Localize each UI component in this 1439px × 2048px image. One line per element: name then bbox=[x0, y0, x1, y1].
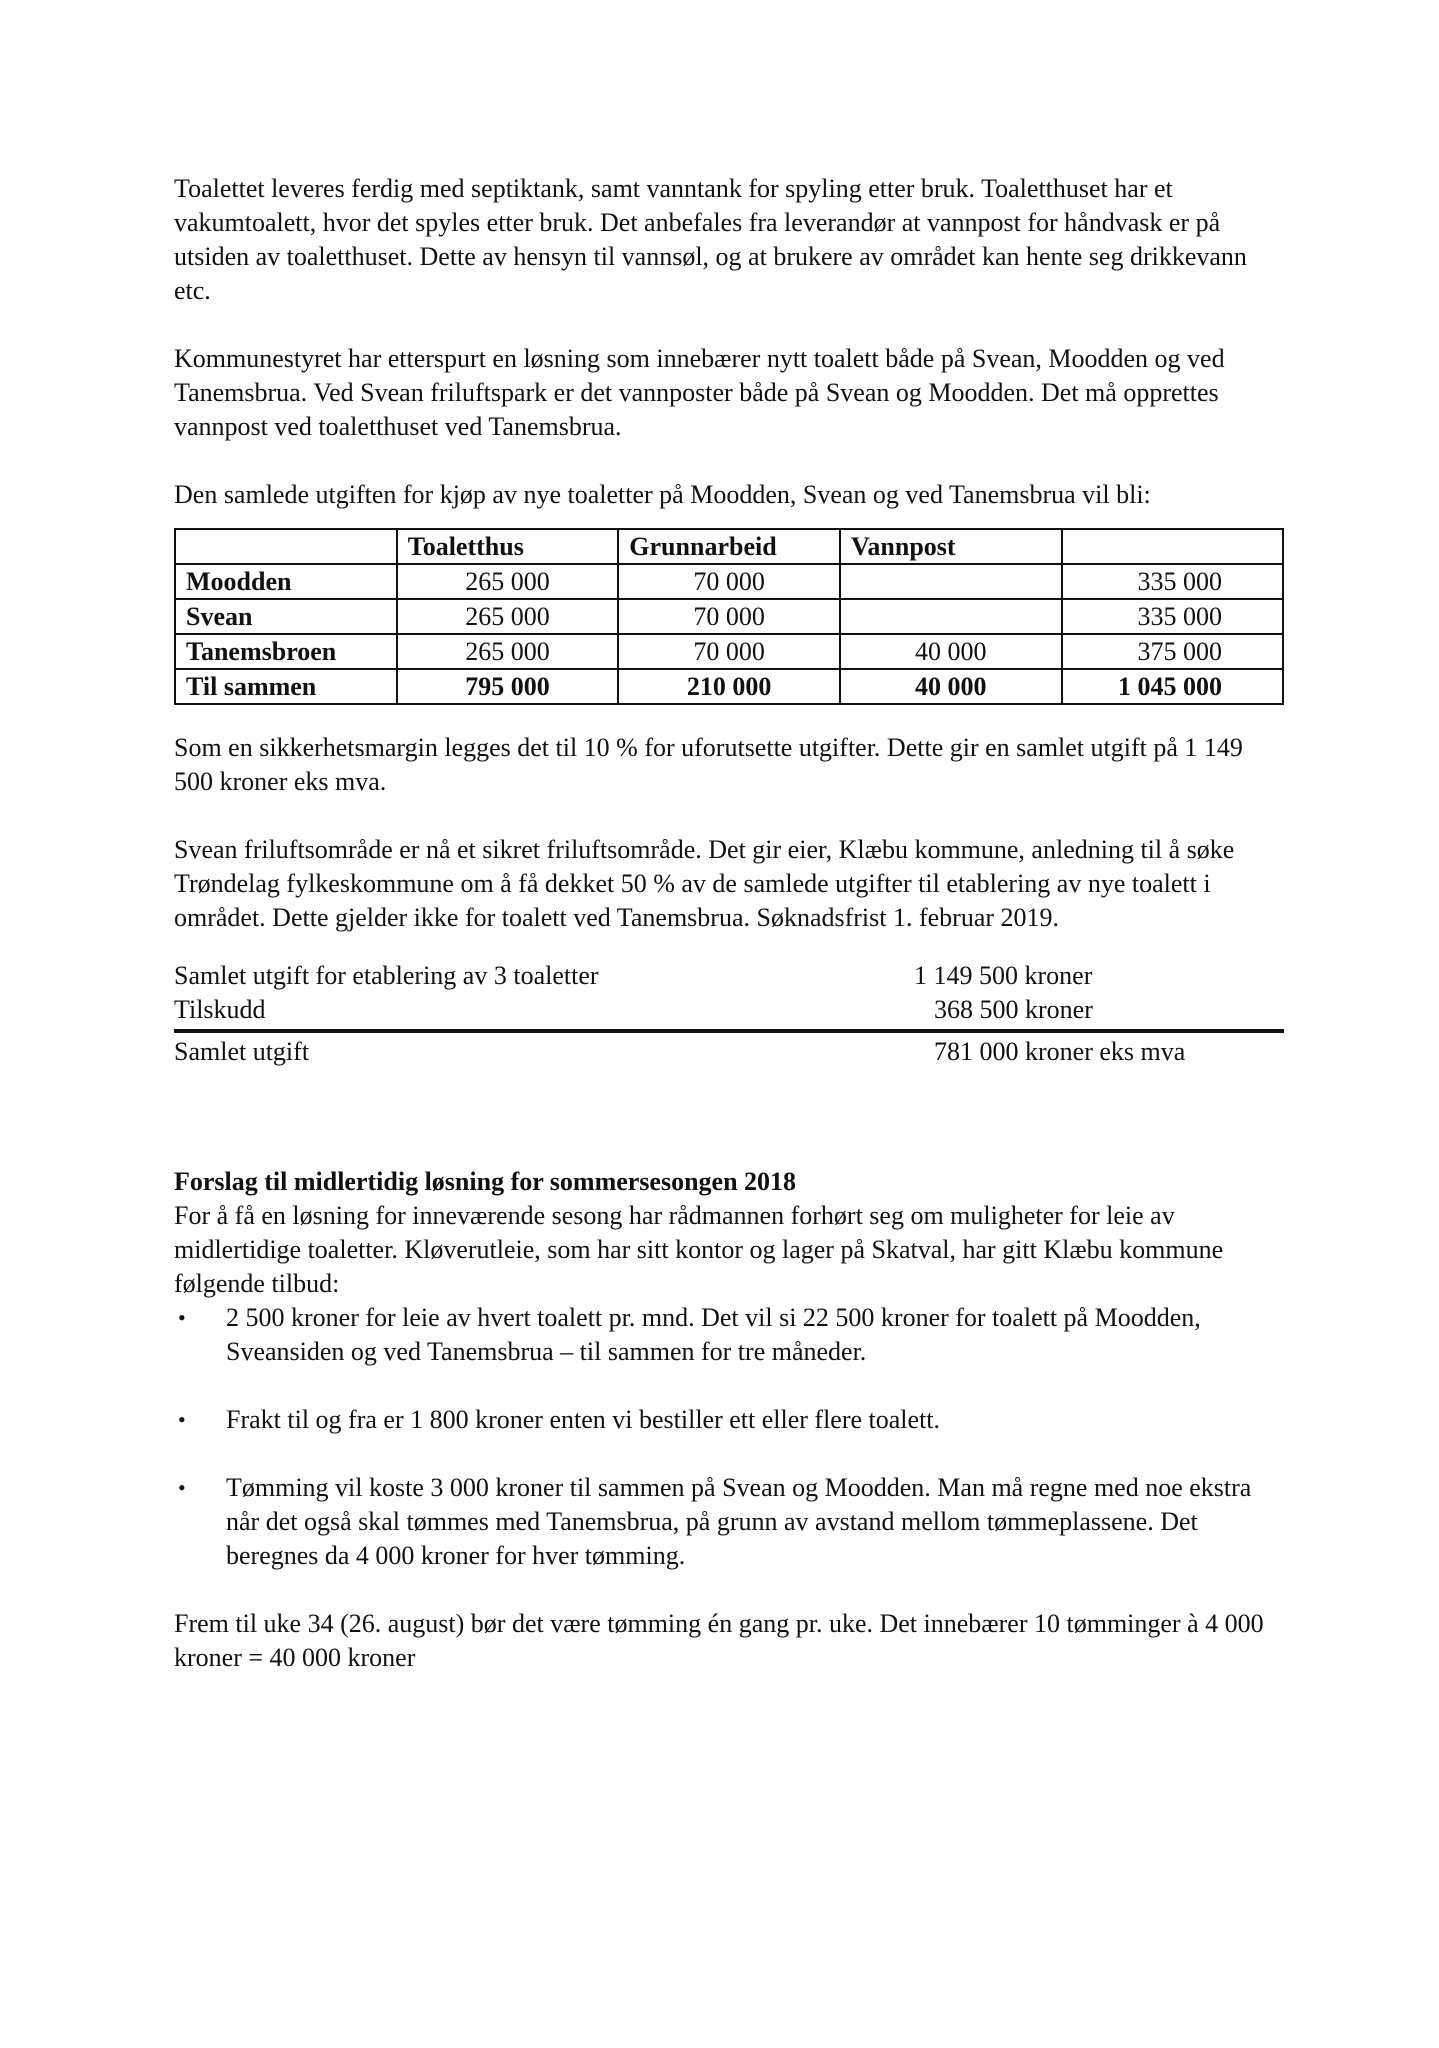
list-item-text: Tømming vil koste 3 000 kroner til sammen på Svean og Moodden. Man må regne med noe ekstra når det også skal tømmes med Tanemsbrua, på grunn av avstand mellom tømmeplassene. Det beregnes da 4 000 kroner for hver tømming. bbox=[226, 1473, 1252, 1570]
table-row bbox=[175, 634, 1283, 669]
header-vannpost: Vannpost bbox=[840, 529, 1062, 564]
list-item bbox=[174, 1403, 1282, 1437]
bullet-icon: • bbox=[178, 1305, 186, 1330]
list-item-text: Frakt til og fra er 1 800 kroner enten vi bestiller ett eller flere toalett. bbox=[226, 1405, 941, 1434]
summary-divider bbox=[174, 1029, 1284, 1033]
cost-table-header-row bbox=[175, 529, 1283, 564]
cell-grunnarbeid: 70 000 bbox=[618, 599, 840, 634]
cell-sum: 375 000 bbox=[1062, 634, 1283, 669]
list-item bbox=[174, 1301, 1282, 1369]
cell-toaletthus: 265 000 bbox=[397, 564, 619, 599]
cost-table bbox=[174, 528, 1284, 705]
list-item bbox=[174, 1471, 1282, 1573]
cell-grunnarbeid: 70 000 bbox=[618, 564, 840, 599]
bullet-icon: • bbox=[178, 1475, 186, 1500]
list-item-text: 2 500 kroner for leie av hvert toalett pr. mnd. Det vil si 22 500 kroner for toalett på Moodden, Sveansiden og ved Tanemsbrua – til sammen for tre måneder. bbox=[226, 1303, 1201, 1366]
paragraph-funding-application: Svean friluftsområde er nå et sikret friluftsområde. Det gir eier, Klæbu kommune, anledning til å søke Trøndelag fylkeskommune om å få dekket 50 % av de samlede utgifter til etablering av nye toalett i området. Dette gjelder ikke for toalett ved Tanemsbrua. Søknadsfrist 1. februar 2019. bbox=[174, 835, 1235, 932]
total-vannpost: 40 000 bbox=[840, 669, 1062, 704]
total-grunnarbeid: 210 000 bbox=[618, 669, 840, 704]
cell-sum: 335 000 bbox=[1062, 599, 1283, 634]
bullet-icon: • bbox=[178, 1407, 186, 1432]
summary-value: 368 500 kroner bbox=[934, 995, 1093, 1024]
total-toaletthus: 795 000 bbox=[397, 669, 619, 704]
cell-sum: 335 000 bbox=[1062, 564, 1283, 599]
row-name: Tanemsbroen bbox=[175, 634, 397, 669]
summary-label: Tilskudd bbox=[174, 995, 266, 1024]
row-name: Moodden bbox=[175, 564, 397, 599]
paragraph-toilet-description: Toalettet leveres ferdig med septiktank, samt vanntank for spyling etter bruk. Toaletthuset har et vakumtoalett, hvor det spyles etter bruk. Det anbefales fra leverandør at vannpost for håndvask er på utsiden av toaletthuset. Dette av hensyn til vannsøl, og at brukere av området kan hente seg drikkevann etc. bbox=[174, 174, 1247, 305]
offer-list bbox=[174, 1301, 1282, 1573]
total-sum: 1 045 000 bbox=[1062, 669, 1283, 704]
paragraph-rental-intro: For å få en løsning for inneværende sesong har rådmannen forhørt seg om muligheter for leie av midlertidige toaletter. Kløverutleie, som har sitt kontor og lager på Skatval, har gitt Klæbu kommune følgende tilbud: bbox=[174, 1201, 1224, 1298]
summary-row-net-total bbox=[174, 1035, 1284, 1069]
paragraph-council-request: Kommunestyret har etterspurt en løsning som innebærer nytt toalett både på Svean, Moodden og ved Tanemsbrua. Ved Svean friluftspark er det vannposter både på Svean og Moodden. Det må opprettes vannpost ved toaletthuset ved Tanemsbrua. bbox=[174, 344, 1225, 441]
total-name: Til sammen bbox=[175, 669, 397, 704]
summary-label: Samlet utgift for etablering av 3 toaletter bbox=[174, 961, 599, 990]
header-toaletthus: Toaletthus bbox=[397, 529, 619, 564]
summary-value: 781 000 kroner eks mva bbox=[934, 1037, 1186, 1066]
cost-summary bbox=[174, 959, 1284, 1069]
section-heading-summer-solution: Forslag til midlertidig løsning for sommersesongen 2018 bbox=[174, 1167, 797, 1196]
summary-row-grant bbox=[174, 993, 1284, 1027]
cell-grunnarbeid: 70 000 bbox=[618, 634, 840, 669]
cell-vannpost bbox=[840, 599, 1062, 634]
header-grunnarbeid: Grunnarbeid bbox=[618, 529, 840, 564]
row-name: Svean bbox=[175, 599, 397, 634]
table-row bbox=[175, 564, 1283, 599]
document-page bbox=[174, 172, 1282, 1675]
paragraph-total-cost-intro: Den samlede utgiften for kjøp av nye toaletter på Moodden, Svean og ved Tanemsbrua vil bli: bbox=[174, 480, 1151, 509]
paragraph-emptying-schedule: Frem til uke 34 (26. august) bør det være tømming én gang pr. uke. Det innebærer 10 tømminger à 4 000 kroner = 40 000 kroner bbox=[174, 1609, 1264, 1672]
table-total-row bbox=[175, 669, 1283, 704]
summary-value: 1 149 500 kroner bbox=[914, 961, 1093, 990]
cell-vannpost bbox=[840, 564, 1062, 599]
cell-vannpost: 40 000 bbox=[840, 634, 1062, 669]
cell-toaletthus: 265 000 bbox=[397, 634, 619, 669]
summary-label: Samlet utgift bbox=[174, 1037, 310, 1066]
summary-row-total-establishment bbox=[174, 959, 1284, 993]
paragraph-safety-margin: Som en sikkerhetsmargin legges det til 10 % for uforutsette utgifter. Dette gir en samlet utgift på 1 149 500 kroner eks mva. bbox=[174, 733, 1243, 796]
header-sum bbox=[1062, 529, 1283, 564]
table-row bbox=[175, 599, 1283, 634]
cell-toaletthus: 265 000 bbox=[397, 599, 619, 634]
header-cell-empty bbox=[175, 529, 397, 564]
